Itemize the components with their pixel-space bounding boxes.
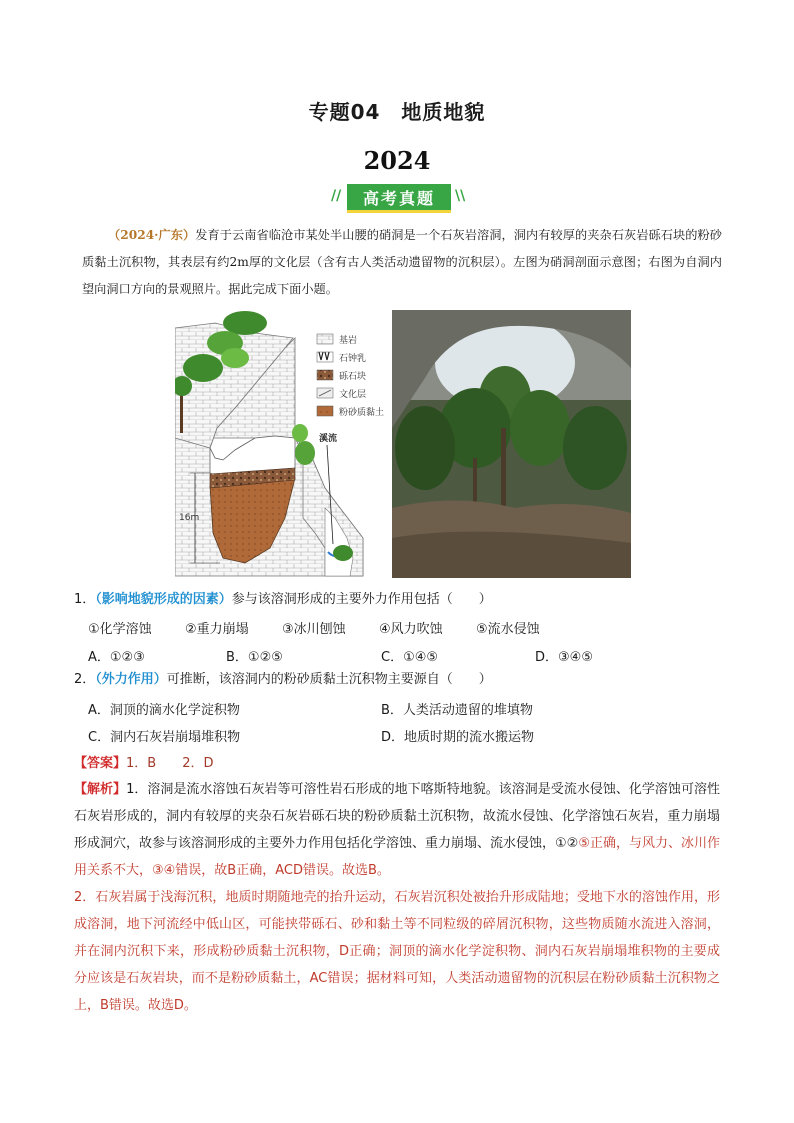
legend-bedrock: 基岩 [339, 336, 358, 346]
analysis-2: 2．石灰岩属于浅海沉积，地质时期随地壳的抬升运动，石灰岩沉积处被抬升形成陆地；受地下水的溶蚀作用，形成溶洞，地下河流经中低山区，可能挟带砾石、砂和黏土等不同粒级的碎屑沉积物，这些物质随水流进入溶洞，并在洞内沉积下来，形成粉砂质黏土沉积物，D正确；洞顶的滴水化学淀积物、洞内石灰岩崩塌堆积物的主要成分应该是石灰岩块，而不是粉砂质黏土，AC错误；据材料可知，人类活动遗留物的沉积层在粉砂质黏土沉积物之上，B错误。故选D。 [74, 890, 720, 1013]
legend-gravel: 砾石块 [339, 372, 367, 382]
legend-swatch-gravel [317, 370, 333, 380]
q1-item-1: ①化学溶蚀 [88, 622, 152, 637]
question-1 [74, 586, 492, 613]
q1-option-c: C．①④⑤ [381, 650, 439, 665]
figure [175, 308, 635, 580]
q1-option-a: A．①②③ [88, 650, 145, 665]
analysis-1-text: 1．溶洞是流水溶蚀石灰岩等可溶性岩石形成的地下喀斯特地貌。该溶洞是受流水侵蚀、化学溶蚀可溶性石灰岩形成的，洞内有较厚的夹杂石灰岩砾石块的粉砂质黏土沉积物，故流水侵蚀、化学溶蚀石灰岩，重力崩塌形成洞穴，故参与该溶洞形成的主要外力作用包括化学溶蚀、重力崩塌、流水侵蚀，①② [74, 782, 720, 851]
year-heading: 2024 [363, 146, 431, 175]
q2-number: 2． [74, 672, 96, 687]
question-intro [82, 222, 722, 303]
analysis-head: 【解析】 [74, 782, 127, 797]
q2-option-a: A．洞顶的滴水化学淀积物 [88, 703, 240, 718]
q2-text: 可推断，该溶洞内的粉砂质黏土沉积物主要源自（ ） [166, 672, 492, 687]
legend-swatch-clay [317, 406, 333, 416]
analysis-1-conclusion: ⑤正确，与风力、冰川作用关系不大，③④错误，故B正确，ACD错误。故选B。 [74, 836, 721, 878]
q1-tag: （影响地貌形成的因素） [95, 592, 232, 607]
answer [74, 752, 214, 771]
analysis-1 [74, 776, 720, 884]
question-source: （2024·广东） [108, 228, 196, 242]
q2-tag: （外力作用） [95, 672, 167, 687]
page-title: 专题04 地质地貌 [308, 100, 486, 124]
q1-number: 1． [74, 592, 96, 607]
legend-stalactite: 石钟乳 [339, 354, 367, 364]
q2-option-c: C．洞内石灰岩崩塌堆积物 [88, 730, 241, 745]
q1-option-b: B．①②⑤ [226, 650, 283, 665]
q1-option-d: D．③④⑤ [535, 650, 593, 665]
answer-head: 【答案】 [74, 756, 127, 771]
answer-text: 1．B 2．D [126, 756, 214, 771]
q2-option-d: D．地质时期的流水搬运物 [381, 730, 535, 745]
slash-decoration-right: \\ [455, 188, 466, 204]
legend [317, 334, 384, 418]
q2-option-b: B．人类活动遗留的堆填物 [381, 703, 533, 718]
legend-cultural: 文化层 [339, 390, 367, 400]
question-2 [74, 666, 492, 693]
intro-text: 发育于云南省临沧市某处半山腰的硝洞是一个石灰岩溶洞，洞内有较厚的夹杂石灰岩砾石块的粉砂质黏土沉积物，其表层有约2m厚的文化层（含有古人类活动遗留物的沉积层）。左图为硝洞剖面示意图；右图为自洞内望向洞口方向的景观照片。据此完成下面小题。 [82, 228, 722, 296]
q1-item-4: ④风力吹蚀 [379, 622, 443, 637]
q1-item-3: ③冰川刨蚀 [282, 622, 346, 637]
banner-label: 高考真题 [362, 189, 435, 208]
q1-item-5: ⑤流水侵蚀 [476, 622, 540, 637]
depth-label: 16m [179, 513, 200, 523]
legend-clay: 粉砂质黏土 [339, 408, 385, 418]
slash-decoration-left: // [331, 188, 342, 204]
cave-section-diagram [175, 308, 635, 580]
section-banner [329, 184, 469, 210]
legend-swatch-bedrock [317, 334, 333, 344]
cave-photo [392, 310, 631, 578]
stream-label: 溪流 [319, 434, 338, 444]
q1-text: 参与该溶洞形成的主要外力作用包括（ ） [231, 592, 492, 607]
q1-item-2: ②重力崩塌 [185, 622, 249, 637]
